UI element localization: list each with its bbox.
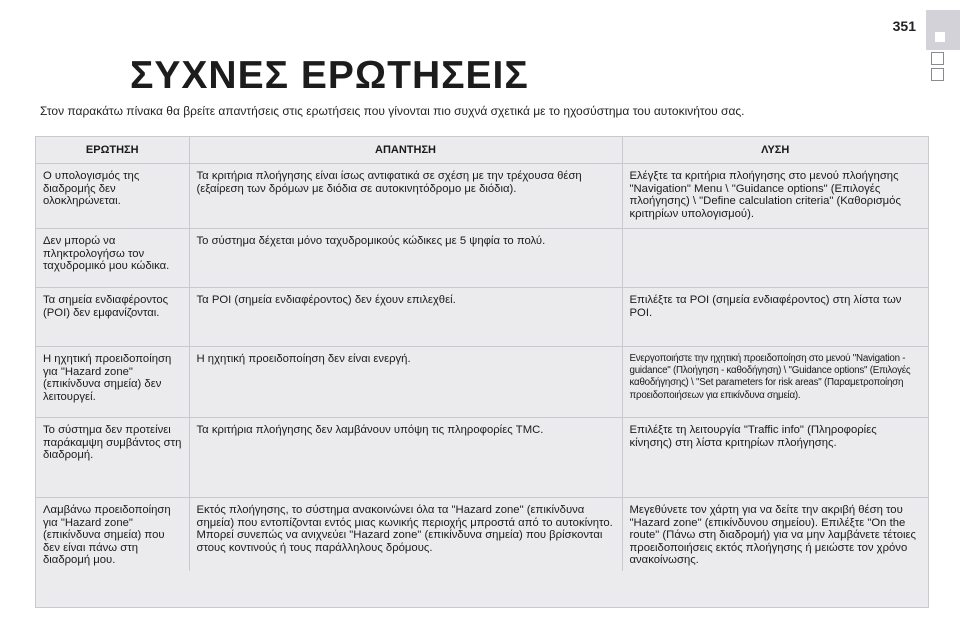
chapter-tab-marker: [935, 32, 945, 42]
chapter-tab: [926, 10, 960, 50]
question-cell: Δεν μπορώ να πληκτρολογήσω τον ταχυδρομικό μου κώδικα.: [36, 229, 189, 288]
question-cell: Το σύστημα δεν προτείνει παράκαμψη συμβάντος στη διαδρομή.: [36, 418, 189, 498]
section-marker-box: [931, 52, 944, 65]
header-question: ΕΡΩΤΗΣΗ: [36, 137, 189, 164]
table-row: [36, 347, 928, 418]
answer-cell: Τα κριτήρια πλοήγησης είναι ίσως αντιφατικά σε σχέση με την τρέχουσα θέση (εξαίρεση των δρόμων με διόδια σε αυτοκινητόδρομο με διόδια).: [189, 164, 622, 229]
question-cell: Τα σημεία ενδιαφέροντος (POI) δεν εμφανίζονται.: [36, 288, 189, 347]
answer-cell: Η ηχητική προειδοποίηση δεν είναι ενεργή.: [189, 347, 622, 418]
solution-cell: Ενεργοποιήστε την ηχητική προειδοποίηση στο μενού "Navigation - guidance" (Πλοήγηση - καθοδήγηση) \ "Guidance options" (Επιλογές καθοδήγησης) \ "Set parameters for risk areas" (Παραμετροποίηση προειδοποιήσεων για επικίνδυνα σημεία).: [622, 347, 928, 418]
solution-cell: Επιλέξτε τα POI (σημεία ενδιαφέροντος) στη λίστα των POI.: [622, 288, 928, 347]
solution-cell: Επιλέξτε τη λειτουργία "Traffic info" (Πληροφορίες κίνησης) στη λίστα κριτηρίων πλοήγησης.: [622, 418, 928, 498]
header-solution: ΛΥΣΗ: [622, 137, 928, 164]
question-cell: Η ηχητική προειδοποίηση για "Hazard zone" (επικίνδυνα σημεία) δεν λειτουργεί.: [36, 347, 189, 418]
table-row: [36, 229, 928, 288]
answer-cell: Τα POI (σημεία ενδιαφέροντος) δεν έχουν επιλεχθεί.: [189, 288, 622, 347]
page-title: ΣΥΧΝΕΣ ΕΡΩΤΗΣΕΙΣ: [130, 54, 529, 97]
question-cell: Ο υπολογισμός της διαδρομής δεν ολοκληρώνεται.: [36, 164, 189, 229]
header-answer: ΑΠΑΝΤΗΣΗ: [189, 137, 622, 164]
table-row: [36, 288, 928, 347]
table-header-row: [36, 137, 928, 164]
solution-cell: Ελέγξτε τα κριτήρια πλοήγησης στο μενού πλοήγησης "Navigation" Menu \ "Guidance options" (Επιλογές πλοήγησης) \ "Define calculation criteria" (Καθορισμός κριτηρίων υπολογισμού).: [622, 164, 928, 229]
table-row: [36, 498, 928, 571]
table-row: [36, 164, 928, 229]
faq-table-frame: [35, 136, 929, 608]
question-cell: Λαμβάνω προειδοποίηση για "Hazard zone" (επικίνδυνα σημεία) που δεν είναι πάνω στη διαδρομή μου.: [43, 504, 171, 567]
page-number: 351: [892, 18, 916, 34]
faq-table: [36, 137, 928, 571]
solution-cell: [622, 229, 928, 288]
solution-cell: Μεγεθύνετε τον χάρτη για να δείτε την ακριβή θέση του "Hazard zone" (επικίνδυνου σημείου). Επιλέξτε "On the route" (Πάνω στη διαδρομή) για να μην λαμβάνετε τέτοιες προειδοποιήσεις εκτός πλοήγησης ή μειώστε τον χρόνο ανακοίνωσης.: [622, 498, 928, 571]
answer-cell: Τα κριτήρια πλοήγησης δεν λαμβάνουν υπόψη τις πληροφορίες TMC.: [189, 418, 622, 498]
table-row: [36, 418, 928, 498]
intro-text: Στον παρακάτω πίνακα θα βρείτε απαντήσεις στις ερωτήσεις που γίνονται πιο συχνά σχετικά με το ηχοσύστημα του αυτοκινήτου σας.: [40, 104, 745, 118]
answer-cell: Το σύστημα δέχεται μόνο ταχυδρομικούς κώδικες με 5 ψηφία το πολύ.: [189, 229, 622, 288]
section-marker-box: [931, 68, 944, 81]
answer-cell: Εκτός πλοήγησης, το σύστημα ανακοινώνει όλα τα "Hazard zone" (επικίνδυνα σημεία) που εντοπίζονται εντός μιας κωνικής περιοχής μπροστά από το αυτοκίνητο. Μπορεί συνεπώς να ανιχνεύει "Hazard zone" (επικίνδυνα σημεία) που βρίσκονται στους κοντινούς ή τους παράλληλους δρόμους.: [189, 498, 622, 571]
